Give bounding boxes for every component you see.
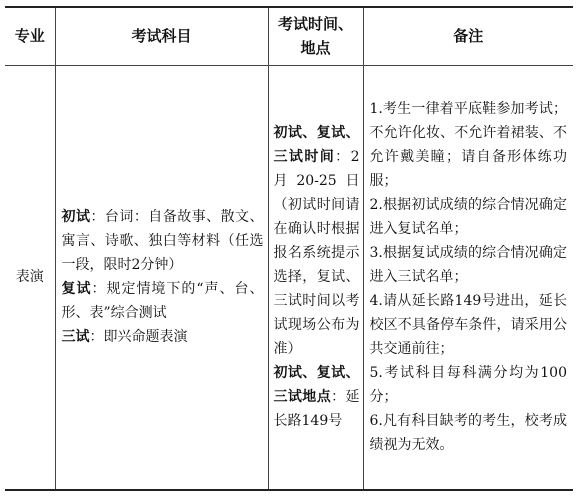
cell-notes <box>363 65 573 490</box>
exam-time-text: ：2月20-25日（初试时间请在确认时根据报名系统提示选择，复试、三试时间以考试现场公布为准） <box>273 149 360 358</box>
exam-place <box>274 361 360 433</box>
exam-time-label: 初试、复试、三试时间 <box>273 125 360 166</box>
table-header-row <box>5 7 573 65</box>
exam-time <box>274 121 360 361</box>
note-item: 1.考生一律着平底鞋参加考试；不允许化妆、不允许着裙装、不允许戴美瞳；请自备形体练功服； <box>369 101 567 190</box>
note-item: 6.凡有科目缺考的考生，校考成绩视为无效。 <box>369 413 567 454</box>
exam-place-text: ：延长路149号 <box>273 389 360 430</box>
first-exam-text: ：台词：自备故事、散文、寓言、诗歌、独白等材料（任选一段，限时2分钟） <box>61 209 264 274</box>
exam-place-label: 初试、复试、三试地点 <box>273 365 360 406</box>
note-item: 2.根据初试成绩的综合情况确定进入复试名单； <box>369 197 567 238</box>
note-item: 3.根据复试成绩的综合情况确定进入三试名单； <box>369 245 567 286</box>
third-exam-label: 三试 <box>61 329 90 346</box>
cell-time-place <box>268 65 363 490</box>
cell-subject <box>55 65 268 490</box>
cell-major: 表演 <box>5 65 55 490</box>
note-item: 5.考试科目每科满分均为100分； <box>369 365 567 406</box>
subject-second-exam <box>62 277 264 325</box>
subject-third-exam <box>62 325 264 349</box>
third-exam-text: ：即兴命题表演 <box>89 329 188 346</box>
second-exam-label: 复试 <box>61 281 92 298</box>
exam-schedule-table <box>5 6 573 491</box>
header-major: 专业 <box>5 7 55 65</box>
second-exam-text: ：规定情境下的“声、台、形、表”综合测试 <box>61 281 264 322</box>
note-item: 4.请从延长路149号进出，延长校区不具备停车条件，请采用公共交通前往； <box>369 293 567 358</box>
subject-first-exam <box>62 205 264 277</box>
header-time-place: 考试时间、地点 <box>268 7 363 65</box>
header-subject: 考试科目 <box>55 7 268 65</box>
first-exam-label: 初试 <box>61 209 91 226</box>
table-row <box>5 65 573 490</box>
header-notes: 备注 <box>363 7 573 65</box>
